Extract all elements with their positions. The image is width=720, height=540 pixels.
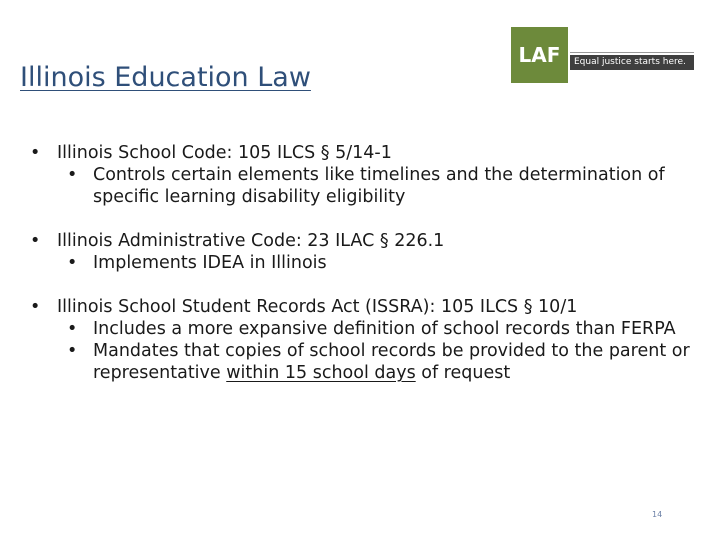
logo-mark: LAF xyxy=(511,27,568,83)
bullet-icon: • xyxy=(30,143,41,163)
bullet-icon: • xyxy=(67,319,78,339)
sub-bullet-list xyxy=(57,164,690,208)
sub-bullet-text: Controls certain elements like timelines and the determination of specific learning disability eligibility xyxy=(93,165,665,207)
slide-title: Illinois Education Law xyxy=(20,62,311,93)
bullet-text: Illinois Administrative Code: 23 ILAC § 226.1 xyxy=(57,231,445,251)
bullet-icon: • xyxy=(67,165,78,185)
sub-bullet-list xyxy=(57,318,690,384)
text-segment: of request xyxy=(415,363,511,383)
bullet-text: Illinois School Code: 105 ILCS § 5/14-1 xyxy=(57,143,392,163)
logo-tagline: Equal justice starts here. xyxy=(570,55,694,70)
bullet-item xyxy=(30,296,690,384)
logo-divider xyxy=(570,52,694,53)
laf-logo xyxy=(511,27,694,83)
bullet-text: Illinois School Student Records Act (ISSRA): 105 ILCS § 10/1 xyxy=(57,297,578,317)
sub-bullet-list xyxy=(57,252,690,274)
text-segment: Mandates that copies of school records be provided to the parent or representative xyxy=(93,341,690,383)
page-number: 14 xyxy=(652,510,663,519)
sub-bullet-item xyxy=(57,340,690,384)
underlined-deadline: within 15 school days xyxy=(226,363,416,383)
bullet-icon: • xyxy=(67,253,78,273)
sub-bullet-text xyxy=(93,341,690,383)
sub-bullet-text: Implements IDEA in Illinois xyxy=(93,253,327,273)
sub-bullet-item xyxy=(57,252,690,274)
sub-bullet-item xyxy=(57,318,690,340)
sub-bullet-text: Includes a more expansive definition of school records than FERPA xyxy=(93,319,676,339)
sub-bullet-item xyxy=(57,164,690,208)
bullet-icon: • xyxy=(30,297,41,317)
bullet-item xyxy=(30,230,690,274)
bullet-item xyxy=(30,142,690,208)
bullet-list xyxy=(30,142,690,406)
bullet-icon: • xyxy=(67,341,78,361)
bullet-icon: • xyxy=(30,231,41,251)
